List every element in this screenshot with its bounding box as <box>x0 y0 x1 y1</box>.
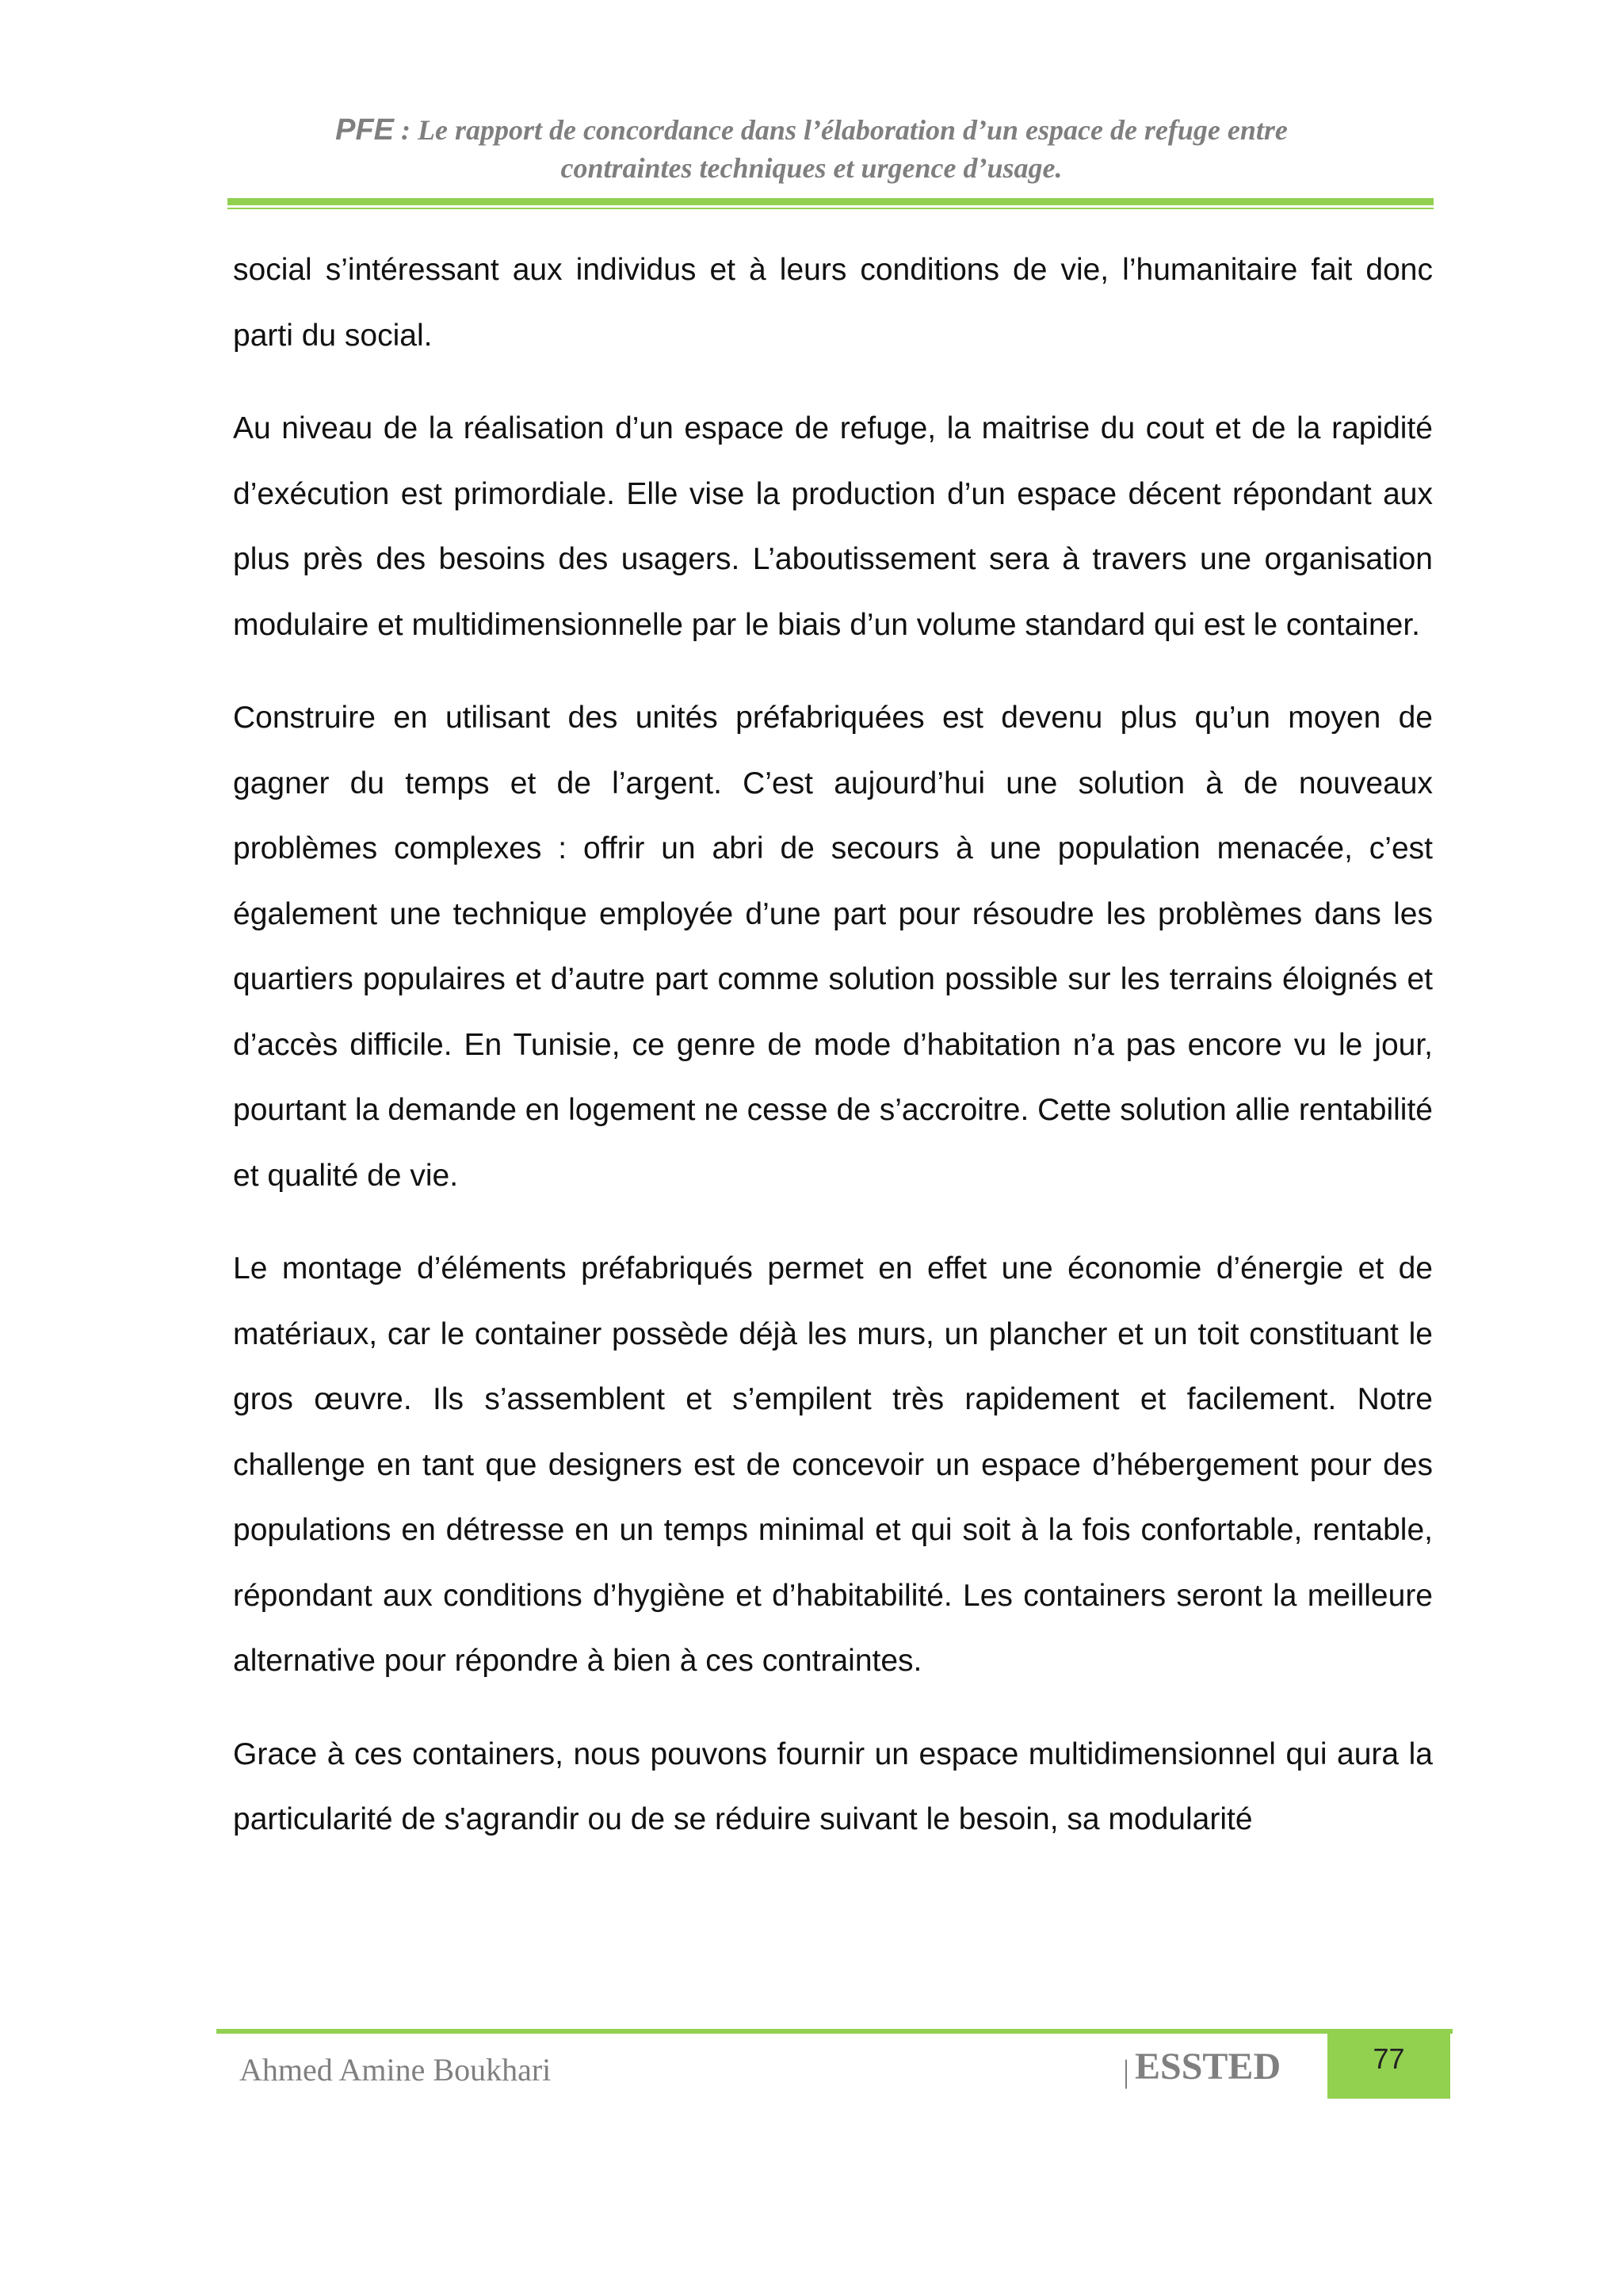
footer-school: ESSTED <box>1135 2046 1281 2088</box>
header-divider <box>227 198 1434 205</box>
header-divider-thin <box>227 208 1434 209</box>
page-body <box>233 238 1433 1881</box>
paragraph-4: Le montage d’éléments préfabriqués permet en effet une économie d’énergie et de matériaux, car le container possède déjà les murs, un plancher et un toit constituant le gros œuvre. Ils s’assemblent et s’empilent très rapidement et facilement. Notre challenge en tant que designers est de concevoir un espace d’hébergement pour des populations en détresse en un temps minimal et qui soit à la fois confortable, rentable, répondant aux conditions d’hygiène et d’habitabilité. Les containers seront la meilleure alternative pour répondre à bien à ces contraintes. <box>233 1251 1433 1678</box>
running-header <box>0 111 1623 187</box>
page-number: 77 <box>1373 2042 1405 2075</box>
paragraph-2: Au niveau de la réalisation d’un espace de refuge, la maitrise du cout et de la rapidité d’exécution est primordiale. Elle vise la production d’un espace décent répondant aux plus près des besoins des usagers. L’aboutissement sera à travers une organisation modulaire et multidimensionnelle par le biais d’un volume standard qui est le container. <box>233 411 1433 642</box>
footer-separator: | <box>1123 2053 1130 2089</box>
footer-author: Ahmed Amine Boukhari <box>239 2052 552 2088</box>
header-title-line-2: contraintes techniques et urgence d’usage. <box>560 152 1063 184</box>
paragraph-3: Construire en utilisant des unités préfabriquées est devenu plus qu’un moyen de gagner du temps et de l’argent. C’est aujourd’hui une solution à de nouveaux problèmes complexes : offrir un abri de secours à une population menacée, c’est également une technique employée d’une part pour résoudre les problèmes dans les quartiers populaires et d’autre part comme solution possible sur les terrains éloignés et d’accès difficile. En Tunisie, ce genre de mode d’habitation n’a pas encore vu le jour, pourtant la demande en logement ne cesse de s’accroitre. Cette solution allie rentabilité et qualité de vie. <box>233 701 1433 1193</box>
header-title-line-1 <box>0 111 1623 149</box>
header-pfe-label: PFE <box>335 113 394 147</box>
paragraph-5: Grace à ces containers, nous pouvons fournir un espace multidimensionnel qui aura la particularité de s'agrandir ou de se réduire suivant le besoin, sa modularité <box>233 1736 1433 1836</box>
header-title-text: : Le rapport de concordance dans l’élaboration d’un espace de refuge entre <box>394 114 1288 146</box>
footer-divider <box>216 2029 1453 2034</box>
paragraph-1: social s’intéressant aux individus et à leurs conditions de vie, l’humanitaire fait donc parti du social. <box>233 253 1433 353</box>
